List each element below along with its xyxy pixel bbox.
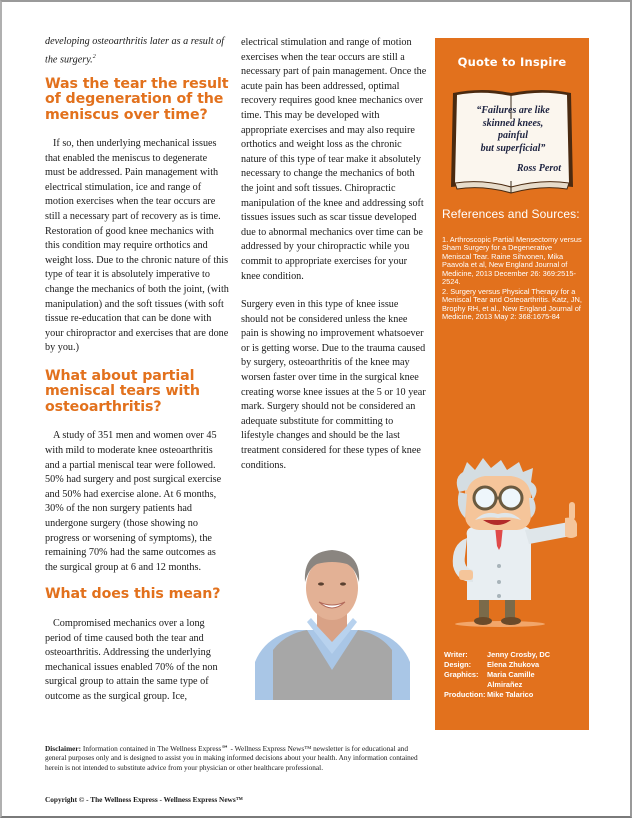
quote-line: painful bbox=[497, 130, 528, 141]
copyright: Copyright © - The Wellness Express - Wellness Express News™ bbox=[45, 795, 243, 804]
disclaimer-text: Information contained in The Wellness Express℠ - Wellness Express News™ newsletter is for educational and general purposes only and is designed to assist you in making informed decisions about your health. Any information contained herein is not intended to substitute advice from your physician or other healthcare professional. bbox=[45, 744, 418, 772]
quote-book bbox=[447, 83, 577, 201]
credit-row bbox=[444, 690, 577, 700]
doctor-thumbs-up-icon bbox=[445, 458, 585, 630]
reference-item: 2. Surgery versus Physical Therapy for a Meniscal Tear and Osteoarthritis. Katz, JN, Brophy RH, et al., New England Journal of Medicine, 2013 May 2: 368:1675-84 bbox=[442, 287, 582, 322]
credit-row bbox=[444, 650, 577, 660]
section-body-degeneration: If so, then underlying mechanical issues that enabled the meniscus to degenerate must be addressed. Pain management with electrical stimulation, ice and range of motion exercises when the tear occurs are still a necessary part of recovery as is time. Restoration of good knee mechanics with this condition may require orthotics and weight loss. Due to the chronic nature of this type of tear it is absolutely imperative to change the mechanics of both the joint, (with manipulation) and the soft tissues (with soft tissue re-education that can be done with your chiropractor and exercises that are done by you.) bbox=[45, 138, 229, 354]
left-column bbox=[45, 35, 229, 704]
quote-text bbox=[465, 105, 561, 155]
quote-line: skinned knees, bbox=[482, 117, 544, 129]
credit-role: Graphics: bbox=[444, 670, 479, 679]
credit-name: Mike Talarico bbox=[487, 690, 534, 699]
credit-role: Writer: bbox=[444, 650, 468, 659]
sidebar-panel bbox=[435, 38, 589, 730]
section-heading-meaning: What does this mean? bbox=[45, 586, 221, 603]
footnote-marker: 2 bbox=[92, 53, 96, 60]
man-portrait-image bbox=[255, 542, 410, 700]
disclaimer bbox=[45, 744, 420, 772]
credit-row bbox=[444, 670, 577, 690]
credit-name: Jenny Crosby, DC bbox=[487, 650, 551, 659]
credits bbox=[444, 650, 577, 700]
middle-column bbox=[241, 36, 427, 473]
credit-name: Elena Zhukova bbox=[487, 660, 540, 669]
section-body-partial-tears: A study of 351 men and women over 45 with mild to moderate knee osteoarthritis and a partial meniscal tear were followed. 50% had surgery and post surgical exercise and 50% had exercise alone. At 6 months, 30% of the non surgery patients had undergone surgery (those showing no progress or worsening of symptoms), the remaining 70% had the same outcomes as the surgical group at 6 and 12 months. bbox=[45, 430, 222, 573]
quote-line: “Failures are like bbox=[476, 105, 550, 116]
smiling-man-photo bbox=[255, 542, 410, 700]
middle-paragraph-1: electrical stimulation and range of motion exercises when the tear occurs are still a necessary part of pain management. Once the acute pain has been addressed, optimal recovery requires good knee mechanics over time. This may be developed with appropriate exercises and may also require orthotics and weight loss as the chronic nature of this type of tear make it absolutely necessary to change the mechanics of both the joint and soft tissues. Chiropractic manipulation of the knee and addressing soft tissues issues such as scar tissue developed due to abnormal mechanics over time can be addressed by your chiropractic while you commit to appropriate exercises for your knee condition. bbox=[241, 37, 427, 282]
credit-row bbox=[444, 660, 577, 670]
credit-name: Maria Camille Almirañez bbox=[487, 670, 535, 689]
section-body-meaning: Compromised mechanics over a long period of time caused both the tear and osteoarthritis. Addressing the underlying mechanical issues enabled 70% of the non surgical group to attain the same type of outcome as the surgical group. Ice, bbox=[45, 617, 218, 702]
quote-line: but superficial” bbox=[480, 142, 546, 154]
section-heading-degeneration: Was the tear the result of degeneration of the meniscus over time? bbox=[45, 75, 229, 123]
references-title: References and Sources: bbox=[442, 207, 580, 221]
lead-text: developing osteoarthritis later as a result of the surgery. bbox=[45, 36, 225, 65]
quote-title: Quote to Inspire bbox=[457, 55, 567, 69]
reference-item: 1. Arthroscopic Partial Mensectomy versus Sham Surgery for a Degenerative Meniscal Tear. Raine Sihvonen, Mika Paavola et al, New England Journal of Medicine, 2013 December 26: 369:2515-2524. bbox=[442, 235, 582, 287]
disclaimer-label: Disclaimer: bbox=[45, 744, 82, 753]
section-heading-partial-tears: What about partial meniscal tears with osteoarthritis? bbox=[45, 367, 200, 415]
credit-role: Production: bbox=[444, 690, 486, 699]
quote-author: Ross Perot bbox=[516, 163, 561, 174]
credit-role: Design: bbox=[444, 660, 472, 669]
cartoon-doctor-illustration bbox=[445, 458, 585, 630]
middle-paragraph-2: Surgery even in this type of knee issue should not be considered unless the knee pain is showing no improvement whatsoever or is getting worse. Due to the trauma caused by surgery, osteoarthritis of the knee may worsen faster over time in the surgical knee creating worse knee issues at the 5 or 10 year mark. Surgery should not be considered an adequate substitute for committing to lifestyle changes and should be the last treatment considered for these types of knee conditions. bbox=[241, 299, 426, 471]
lead-paragraph bbox=[45, 35, 229, 68]
